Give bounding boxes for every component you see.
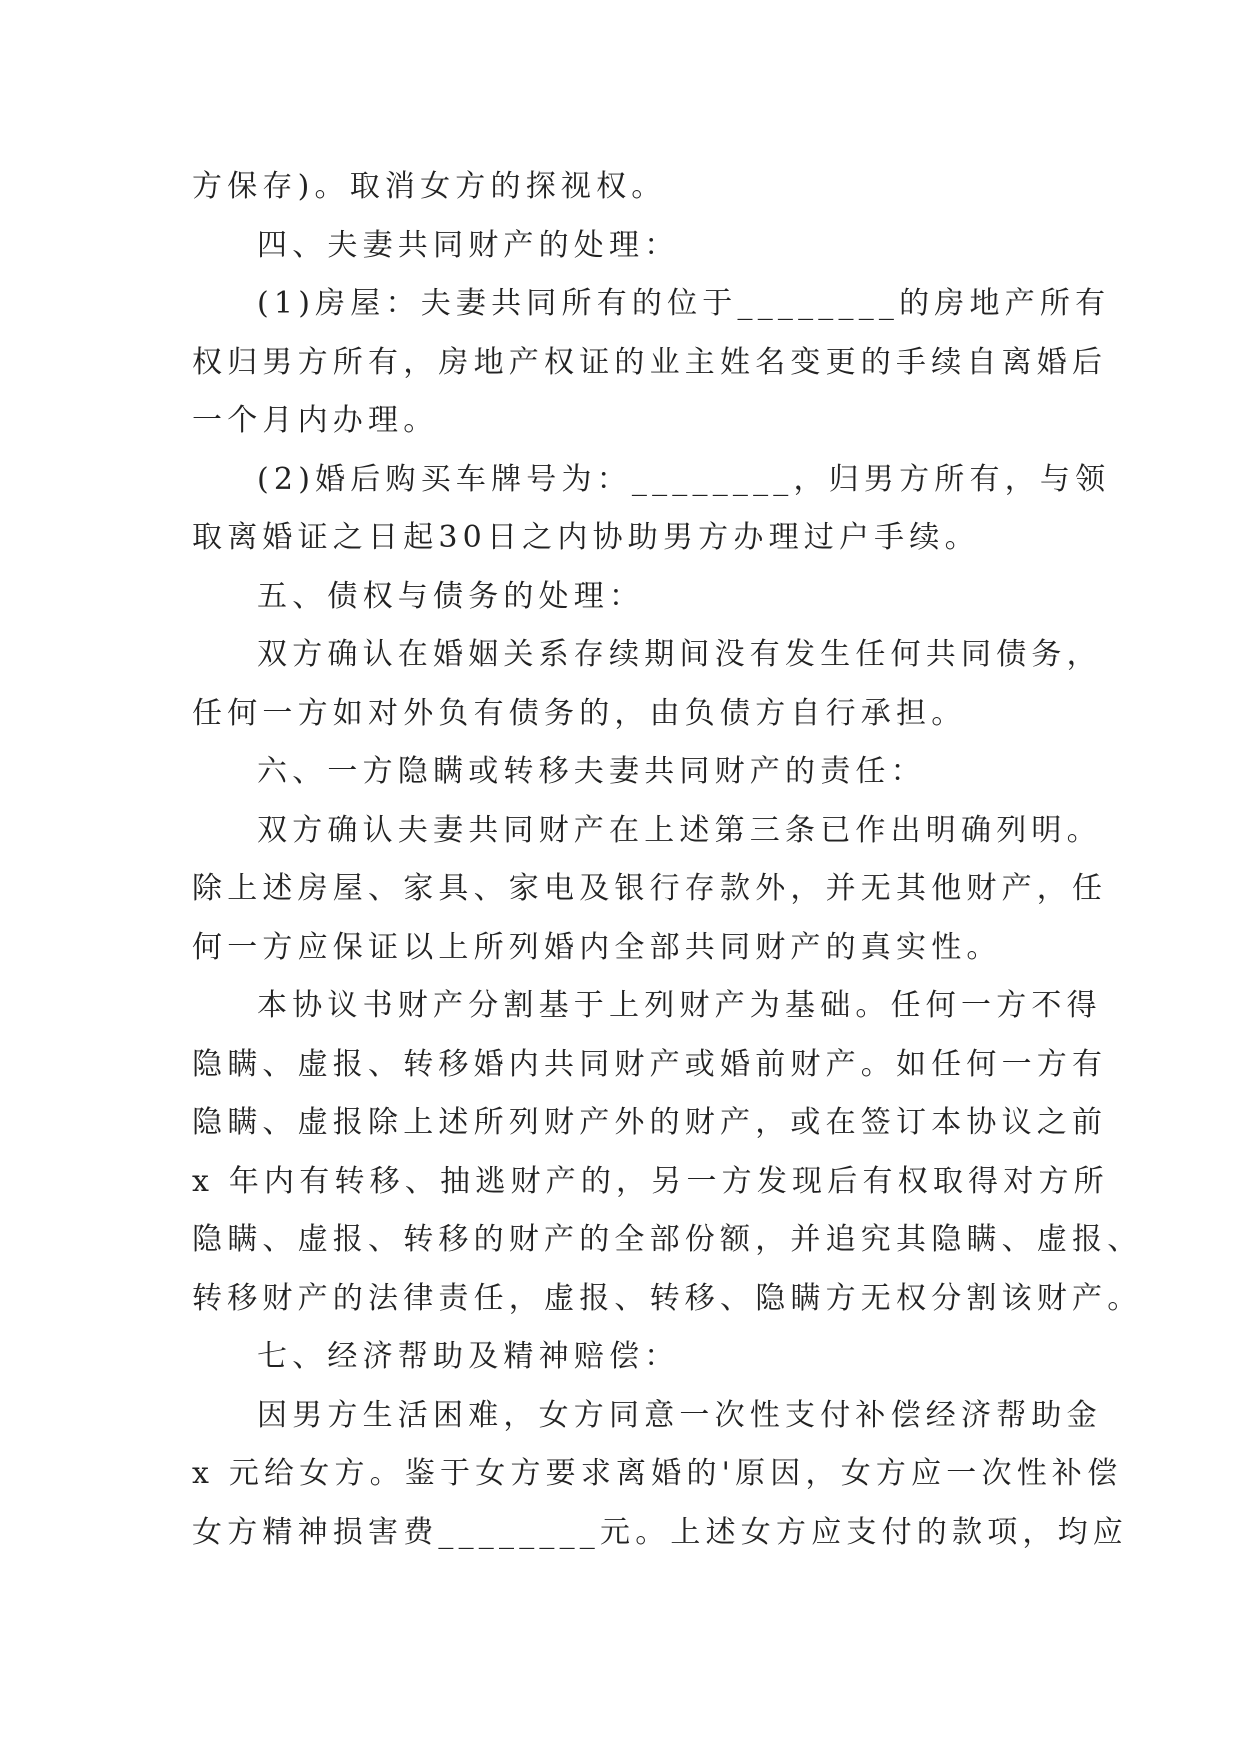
text-line: (1)房屋：夫妻共同所有的位于________的房地产所有	[257, 286, 1111, 321]
text-line: x 年内有转移、抽逃财产的，另一方发现后有权取得对方所	[192, 1163, 1109, 1199]
text-line: 隐瞒、虚报、转移婚内共同财产或婚前财产。如任何一方有	[192, 1046, 1108, 1082]
text-line: 转移财产的法律责任，虚报、转移、隐瞒方无权分割该财产。	[192, 1280, 1143, 1316]
section-heading-6: 六、一方隐瞒或转移夫妻共同财产的责任：	[257, 754, 926, 789]
text-line: 何一方应保证以上所列婚内全部共同财产的真实性。	[192, 929, 1002, 965]
text-line: 方保存)。取消女方的探视权。	[192, 169, 667, 204]
text-line: x 元给女方。鉴于女方要求离婚的'原因，女方应一次性补偿	[192, 1456, 1123, 1491]
text-line: 隐瞒、虚报除上述所列财产外的财产，或在签订本协议之前	[192, 1105, 1108, 1140]
section-heading-4: 四、夫妻共同财产的处理：	[257, 227, 680, 263]
text-line: 任何一方如对外负有债务的，由负债方自行承担。	[192, 695, 967, 731]
text-line: 双方确认在婚姻关系存续期间没有发生任何共同债务，	[257, 637, 1102, 672]
section-heading-5: 五、债权与债务的处理：	[257, 578, 645, 614]
text-line: 除上述房屋、家具、家电及银行存款外，并无其他财产，任	[192, 871, 1108, 906]
text-line: 权归男方所有，房地产权证的业主姓名变更的手续自离婚后	[192, 344, 1108, 380]
text-line: 因男方生活困难，女方同意一次性支付补偿经济帮助金	[257, 1397, 1102, 1433]
text-line: 本协议书财产分割基于上列财产为基础。任何一方不得	[257, 988, 1102, 1023]
text-line: 女方精神损害费________元。上述女方应支付的款项，均应	[192, 1514, 1128, 1550]
text-line: 双方确认夫妻共同财产在上述第三条已作出明确列明。	[257, 812, 1102, 848]
text-line: 隐瞒、虚报、转移的财产的全部份额，并追究其隐瞒、虚报、	[192, 1222, 1143, 1257]
section-heading-7: 七、经济帮助及精神赔偿：	[257, 1339, 680, 1374]
text-line: (2)婚后购买车牌号为：________，归男方所有，与领	[257, 461, 1111, 497]
text-line: 一个月内办理。	[192, 403, 439, 438]
document-body	[192, 158, 1143, 1562]
text-line: 取离婚证之日起30日之内协助男方办理过户手续。	[192, 520, 980, 555]
